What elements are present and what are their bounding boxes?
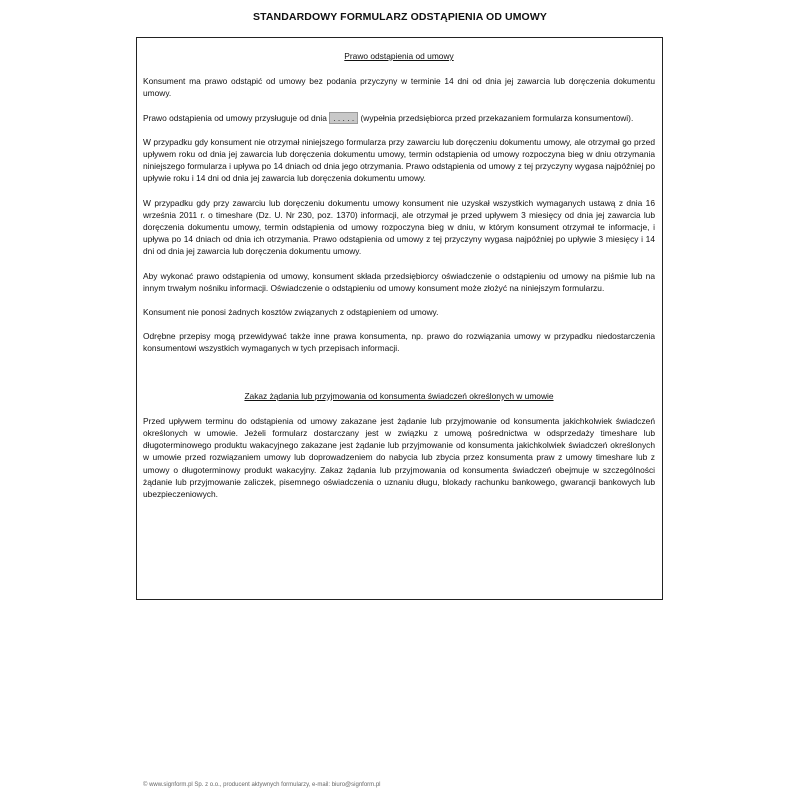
paragraph-other-rights: Odrębne przepisy mogą przewidywać także inne prawa konsumenta, np. prawo do rozwiązania umowy w przypadku niedostarczenia konsumentowi wszystkich wymaganych w tych przepisach informacji. [143, 331, 655, 354]
section-heading-withdrawal-right: Prawo odstąpienia od umowy [344, 51, 454, 61]
paragraph-timeshare-information: W przypadku gdy przy zawarciu lub doręczeniu dokumentu umowy konsument nie uzyskał wszystkich wymaganych ustawą z dnia 16 września 2011 r. o timeshare (Dz. U. Nr 230, poz. 1370) informacji, ale otrzymał je przed upływem 3 miesięcy od dnia jej zawarcia lub doręczenia dokumentu umowy, termin odstąpienia od umowy rozpoczyna bieg w dniu, w którym konsument otrzymał te informacje, i upływa po 14 dniach od dnia ich otrzymania. Prawo odstąpienia od umowy z tej przyczyny wygasa najpóźniej po upływie 3 miesięcy i 14 dni od dnia jej zawarcia lub doręczenia dokumentu umowy. [143, 197, 655, 257]
form-frame [136, 37, 663, 600]
section-spacer [143, 367, 655, 390]
section-heading-prohibition: Zakaz żądania lub przyjmowania od konsumenta świadczeń określonych w umowie [244, 390, 554, 401]
form-content [143, 50, 655, 512]
paragraph-form-not-received: W przypadku gdy konsument nie otrzymał niniejszego formularza przy zawarciu lub doręczeniu dokumentu umowy, ale otrzymał go przed upływem roku od dnia jej zawarcia lub doręczenia dokumentu umowy, termin odstąpienia od umowy rozpoczyna bieg w dniu otrzymania niniejszego formularza i upływa po 14 dniach od dnia jego otrzymania. Prawo odstąpienia od umowy z tej przyczyny wygasa najpóźniej po upływie roku i 14 dni od dnia jej zawarcia lub doręczenia dokumentu umowy. [143, 136, 655, 184]
date-text-after: (wypełnia przedsiębiorca przed przekazaniem formularza konsumentowi). [358, 112, 634, 123]
paragraph-no-costs: Konsument nie ponosi żadnych kosztów związanych z odstąpieniem od umowy. [143, 307, 439, 318]
paragraph-prohibition-details: Przed upływem terminu do odstąpienia od umowy zakazane jest żądanie lub przyjmowanie od konsumenta jakichkolwiek świadczeń określonych w umowie. Jeżeli formularz dostarczany jest w związku z umową pośrednictwa w odsprzedaży timeshare lub długoterminowego produktu wakacyjnego zakazane jest żądanie lub przyjmowanie od konsumenta jakichkolwiek świadczeń określonych w umowie przed rozwiązaniem umowy lub doprowadzeniem do nabycia lub zbycia przez konsumenta praw z umowy timeshare lub z umowy o długoterminowy produkt wakacyjny. Zakaz żądania lub przyjmowania od konsumenta świadczeń obejmuje w szczególności żądanie lub przyjmowanie zaliczek, pisemnego oświadczenia o uznaniu długu, blokady rachunku bankowego, gwarancji bankowych lub ubezpieczeniowych. [143, 415, 655, 500]
withdrawal-date-field[interactable]: . . . . . [329, 112, 358, 124]
paragraph-withdrawal-start-date [143, 112, 655, 124]
paragraph-withdrawal-term: Konsument ma prawo odstąpić od umowy bez podania przyczyny w terminie 14 dni od dnia jej zawarcia lub doręczenia dokumentu umowy. [143, 76, 655, 99]
date-text-before: Prawo odstąpienia od umowy przysługuje od dnia [143, 112, 330, 123]
footer-copyright: © www.signform.pl Sp. z o.o., producent aktywnych formularzy, e-mail: biuro@signform.pl [143, 782, 381, 788]
paragraph-how-to-withdraw: Aby wykonać prawo odstąpienia od umowy, konsument składa przedsiębiorcy oświadczenie o odstąpieniu od umowy na piśmie lub na innym trwałym nośniku informacji. Oświadczenie o odstąpieniu od umowy konsument może złożyć na niniejszym formularzu. [143, 270, 655, 293]
document-title: STANDARDOWY FORMULARZ ODSTĄPIENIA OD UMOWY [253, 11, 547, 23]
